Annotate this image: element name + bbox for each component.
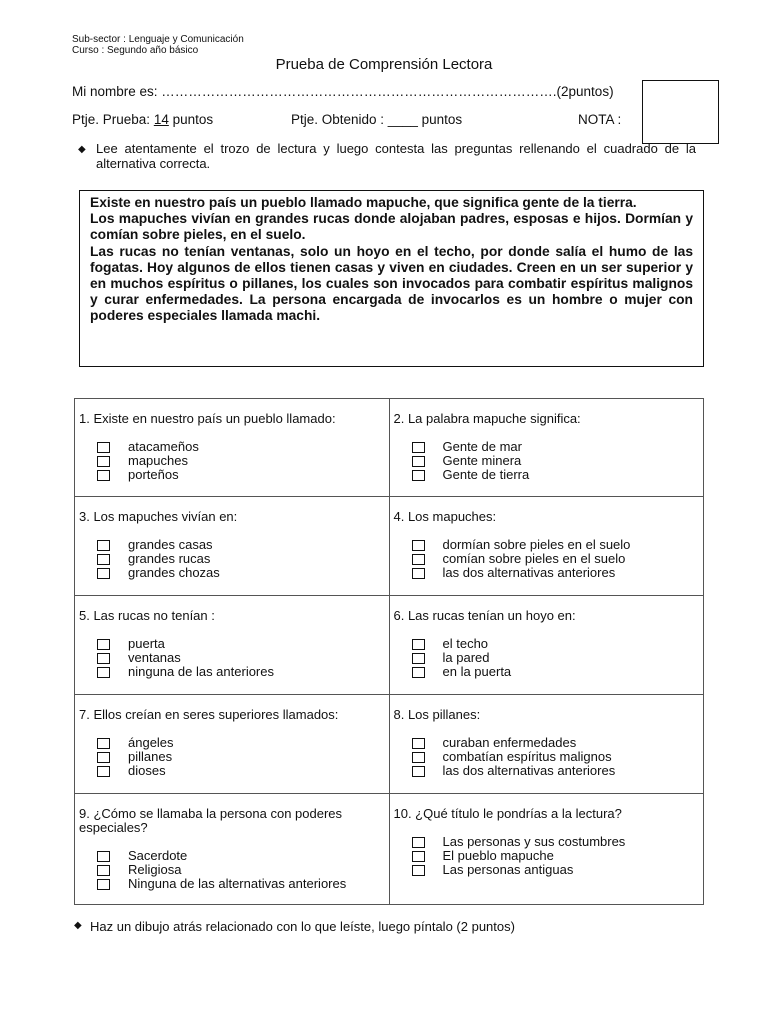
question-row — [75, 695, 704, 794]
checkbox[interactable] — [97, 752, 110, 763]
answer-option[interactable] — [79, 764, 389, 778]
checkbox[interactable] — [97, 568, 110, 579]
answer-option[interactable] — [79, 877, 389, 891]
questions-table — [74, 398, 704, 905]
reading-passage — [79, 190, 704, 367]
option-label: Las personas y sus costumbres — [442, 834, 626, 849]
option-label: mapuches — [128, 453, 188, 468]
option-label: las dos alternativas anteriores — [442, 565, 616, 580]
question-row — [75, 794, 704, 905]
answer-option[interactable] — [394, 736, 704, 750]
option-label: Gente de tierra — [442, 467, 530, 482]
grade-box — [642, 80, 719, 144]
checkbox[interactable] — [97, 639, 110, 650]
option-label: Religiosa — [128, 862, 182, 877]
option-label: Las personas antiguas — [442, 862, 574, 877]
instruction-text: Lee atentamente el trozo de lectura y luego contesta las preguntas rellenando el cuadrado de la alternativa correcta. — [96, 141, 696, 171]
answer-option[interactable] — [394, 552, 704, 566]
option-label: ángeles — [128, 735, 174, 750]
question-2 — [389, 399, 704, 497]
option-label: curaban enfermedades — [442, 735, 577, 750]
checkbox[interactable] — [412, 456, 425, 467]
question-text: 7. Ellos creían en seres superiores llamados: — [79, 707, 339, 722]
option-label: las dos alternativas anteriores — [442, 763, 616, 778]
option-label: Ninguna de las alternativas anteriores — [128, 876, 347, 891]
question-text: 10. ¿Qué título le pondrías a la lectura? — [393, 806, 622, 821]
page-title: Prueba de Comprensión Lectora — [275, 56, 493, 73]
question-9 — [75, 794, 390, 905]
subsector-label: Sub-sector : Lenguaje y Comunicación — [72, 34, 244, 45]
option-label: El pueblo mapuche — [442, 848, 554, 863]
option-label: grandes casas — [128, 537, 213, 552]
header-info — [72, 34, 244, 56]
checkbox[interactable] — [97, 456, 110, 467]
checkbox[interactable] — [412, 540, 425, 551]
answer-option[interactable] — [79, 849, 389, 863]
score-prueba — [72, 112, 213, 127]
answer-option[interactable] — [394, 538, 704, 552]
instruction — [72, 141, 696, 171]
option-label: atacameños — [128, 439, 199, 454]
answer-option[interactable] — [79, 440, 389, 454]
final-instruction-text: Haz un dibujo atrás relacionado con lo que leíste, luego píntalo (2 puntos) — [90, 919, 515, 934]
answer-option[interactable] — [79, 651, 389, 665]
checkbox[interactable] — [97, 766, 110, 777]
question-8 — [389, 695, 704, 794]
question-row — [75, 399, 704, 497]
curso-label: Curso : Segundo año básico — [72, 45, 199, 56]
checkbox[interactable] — [412, 738, 425, 749]
diamond-bullet-icon: ◆ — [74, 920, 82, 931]
answer-option[interactable] — [79, 736, 389, 750]
answer-option[interactable] — [79, 637, 389, 651]
question-row — [75, 596, 704, 695]
checkbox[interactable] — [97, 851, 110, 862]
question-text: 6. Las rucas tenían un hoyo en: — [393, 608, 576, 623]
question-5 — [75, 596, 390, 695]
option-label: puerta — [128, 636, 165, 651]
question-row — [75, 497, 704, 596]
option-label: en la puerta — [442, 664, 512, 679]
checkbox[interactable] — [412, 442, 425, 453]
option-label: ninguna de las anteriores — [128, 664, 274, 679]
question-6 — [389, 596, 704, 695]
option-label: Gente de mar — [442, 439, 522, 454]
checkbox[interactable] — [97, 540, 110, 551]
answer-option[interactable] — [394, 454, 704, 468]
checkbox[interactable] — [412, 653, 425, 664]
checkbox[interactable] — [412, 851, 425, 862]
final-instruction — [72, 919, 515, 934]
answer-option[interactable] — [394, 637, 704, 651]
score-prueba-prefix: Ptje. Prueba: — [72, 112, 151, 127]
nota-label: NOTA : — [578, 112, 622, 127]
answer-option[interactable] — [394, 566, 704, 580]
question-text: 8. Los pillanes: — [393, 707, 481, 722]
answer-option[interactable] — [79, 566, 389, 580]
checkbox[interactable] — [412, 865, 425, 876]
option-label: el techo — [442, 636, 489, 651]
checkbox[interactable] — [412, 766, 425, 777]
score-prueba-value: 14 — [153, 112, 169, 127]
option-label: dormían sobre pieles en el suelo — [442, 537, 631, 552]
checkbox[interactable] — [97, 470, 110, 481]
answer-option[interactable] — [394, 764, 704, 778]
checkbox[interactable] — [412, 554, 425, 565]
checkbox[interactable] — [97, 667, 110, 678]
checkbox[interactable] — [412, 667, 425, 678]
score-obtenido: Ptje. Obtenido : ____ puntos — [291, 112, 463, 127]
question-text: 1. Existe en nuestro país un pueblo llamado: — [79, 411, 336, 426]
question-text: 3. Los mapuches vivían en: — [79, 509, 238, 524]
option-label: combatían espíritus malignos — [442, 749, 612, 764]
answer-option[interactable] — [394, 750, 704, 764]
question-3 — [75, 497, 390, 596]
answer-option[interactable] — [79, 750, 389, 764]
answer-option[interactable] — [79, 538, 389, 552]
question-7 — [75, 695, 390, 794]
checkbox[interactable] — [97, 442, 110, 453]
option-label: porteños — [128, 467, 179, 482]
question-1 — [75, 399, 390, 497]
answer-option[interactable] — [394, 665, 704, 679]
question-text: 9. ¿Cómo se llamaba la persona con poderes especiales? — [79, 806, 343, 835]
answer-option[interactable] — [79, 552, 389, 566]
option-label: ventanas — [128, 650, 181, 665]
answer-option[interactable] — [394, 468, 704, 482]
option-label: pillanes — [128, 749, 173, 764]
checkbox[interactable] — [97, 738, 110, 749]
option-label: grandes chozas — [128, 565, 220, 580]
answer-option[interactable] — [79, 665, 389, 679]
option-label: Sacerdote — [128, 848, 188, 863]
option-label: comían sobre pieles en el suelo — [442, 551, 626, 566]
answer-option[interactable] — [394, 863, 704, 877]
question-text: 5. Las rucas no tenían : — [79, 608, 215, 623]
answer-option[interactable] — [394, 440, 704, 454]
checkbox[interactable] — [97, 554, 110, 565]
passage-text: Existe en nuestro país un pueblo llamado mapuche, que significa gente de la tierra. Los mapuches vivían en grandes rucas donde alojaban padres, esposas e hijos. Dormían y comían sobre pieles, en el suelo. Las rucas no tenían ventanas, solo un hoyo en el techo, por donde salía el humo de las fogatas. Hoy algunos de ellos tienen casas y viven en ciudades. Creen en un ser superior y en muchos espíritus o pillanes, los cuales son invocados para combatir espíritus malignos y curar enfermedades. La persona encargada de invocarlos es un hombre o mujer con poderes especiales llamada machi. — [90, 195, 693, 324]
checkbox[interactable] — [412, 837, 425, 848]
checkbox[interactable] — [412, 568, 425, 579]
checkbox[interactable] — [412, 470, 425, 481]
diamond-bullet-icon: ◆ — [78, 144, 86, 155]
question-4 — [389, 497, 704, 596]
checkbox[interactable] — [97, 879, 110, 890]
checkbox[interactable] — [412, 752, 425, 763]
answer-option[interactable] — [79, 454, 389, 468]
answer-option[interactable] — [79, 863, 389, 877]
option-label: Gente minera — [442, 453, 522, 468]
checkbox[interactable] — [97, 653, 110, 664]
answer-option[interactable] — [79, 468, 389, 482]
question-10 — [389, 794, 704, 905]
answer-option[interactable] — [394, 835, 704, 849]
option-label: la pared — [442, 650, 490, 665]
name-line: Mi nombre es: …………………………………………………………………………….(2puntos) — [72, 84, 614, 99]
option-label: grandes rucas — [128, 551, 211, 566]
option-label: dioses — [128, 763, 166, 778]
answer-option[interactable] — [394, 849, 704, 863]
answer-option[interactable] — [394, 651, 704, 665]
checkbox[interactable] — [412, 639, 425, 650]
score-prueba-suffix: puntos — [172, 112, 214, 127]
question-text: 4. Los mapuches: — [393, 509, 497, 524]
checkbox[interactable] — [97, 865, 110, 876]
question-text: 2. La palabra mapuche significa: — [393, 411, 581, 426]
